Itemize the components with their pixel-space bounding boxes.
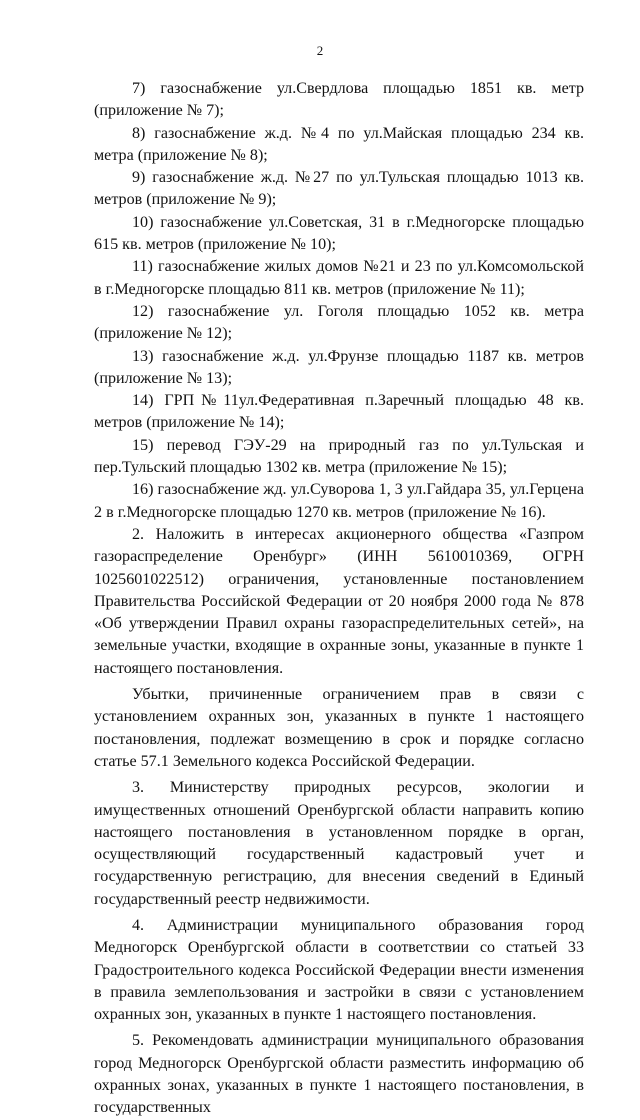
paragraph-losses: Убытки, причиненные ограничением прав в связи с установлением охранных зон, указанных в пункте 1 настоящего постановления, подлежат возмещению в срок и порядке согласно статье 57.1 Земельного кодекса Российской Федерации. xyxy=(94,686,584,770)
paragraph-section-4: 4. Администрации муниципального образования город Медногорск Оренбургской области в соответствии со статьей 33 Градостроительного кодекса Российской Федерации внести изменения в правила землепользования и застройки в связи с установлением охранных зон, указанных в пункте 1 настоящего постановления. xyxy=(94,916,584,1024)
page-number: 2 xyxy=(316,43,324,58)
paragraph-item-13: 13) газоснабжение ж.д. ул.Фрунзе площадью 1187 кв. метров (приложение № 13); xyxy=(94,347,584,387)
paragraph-section-5: 5. Рекомендовать администрации муниципального образования город Медногорск Оренбургской области разместить информацию об охранных зонах, указанных в пункте 1 настоящего постановления, в государственных xyxy=(94,1032,584,1117)
paragraph-item-14: 14) ГРП№11ул.Федеративная п.Заречный площадью 48 кв. метров (приложение № 14); xyxy=(94,392,584,432)
paragraph-item-11: 11) газоснабжение жилых домов №21 и 23 по ул.Комсомольской в г.Медногорске площадью 811 кв. метров (приложение № 11); xyxy=(94,258,584,298)
paragraph-item-8: 8) газоснабжение ж.д. №4 по ул.Майская площадью 234 кв. метра (приложение № 8); xyxy=(94,124,584,164)
document-body xyxy=(94,78,584,1120)
paragraph-item-12: 12) газоснабжение ул. Гоголя площадью 1052 кв. метра (приложение № 12); xyxy=(94,302,584,343)
paragraph-item-10: 10) газоснабжение ул.Советская, 31 в г.Медногорске площадью 615 кв. метров (приложение № 10); xyxy=(94,213,584,254)
paragraph-section-2: 2. Наложить в интересах акционерного общества «Газпром газораспределение Оренбург» (ИНН 5610010369, ОГРН 1025601022512) ограничения, установленные постановлением Правительства Российской Федерации от 20 ноября 2000 года № 878 «Об утверждении Правил охраны газораспределительных сетей», на земельные участки, входящие в охранные зоны, указанные в пункте 1 настоящего постановления. xyxy=(94,525,584,677)
paragraph-section-3: 3. Министерству природных ресурсов, экологии и имущественных отношений Оренбургской области направить копию настоящего постановления в установленном порядке в орган, осуществляющий государственный кадастровый учет и государственную регистрацию, для внесения сведений в Единый государственный реестр недвижимости. xyxy=(94,779,584,908)
paragraph-item-16: 16) газоснабжение жд. ул.Суворова 1, 3 ул.Гайдара 35, ул.Герцена 2 в г.Медногорске площадью 1270 кв. метров (приложение № 16). xyxy=(94,481,584,521)
paragraph-item-15: 15) перевод ГЭУ-29 на природный газ по ул.Тульская и пер.Тульский площадью 1302 кв. метра (приложение № 15); xyxy=(94,436,584,477)
paragraph-item-9: 9) газоснабжение ж.д. №27 по ул.Тульская площадью 1013 кв. метров (приложение № 9); xyxy=(94,169,584,209)
paragraph-item-7: 7) газоснабжение ул.Свердлова площадью 1851 кв. метр (приложение № 7); xyxy=(94,80,584,120)
